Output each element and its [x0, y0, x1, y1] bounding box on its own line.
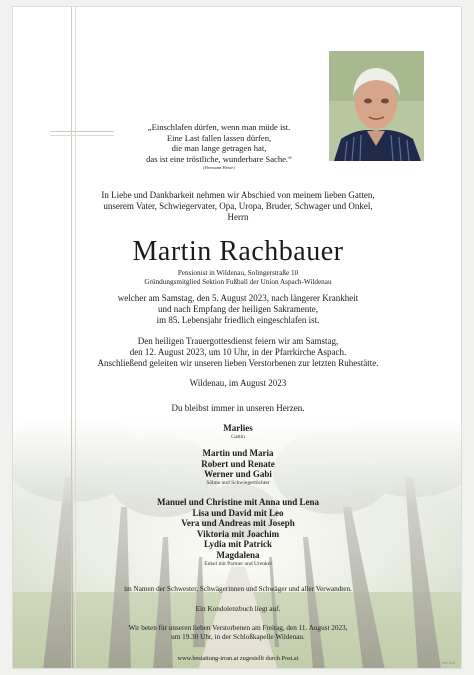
relatives-line: im Namen der Schwester, Schwägerinnen und Schwäger und aller Verwandten.	[124, 585, 352, 593]
remember-line: Du bleibst immer in unseren Herzen.	[171, 403, 305, 413]
death-notice	[13, 293, 462, 326]
quote-line: die man lange getragen hat,	[171, 143, 267, 154]
quote-author: (Hermann Hesse)	[203, 165, 235, 171]
prayer-line: Wir beten für unseren lieben Verstorbenen am Freitag, den 11. August 2023,	[128, 624, 348, 632]
deceased-name: Martin Rachbauer	[132, 236, 344, 267]
intro-line: In Liebe und Dankbarkeit nehmen wir Abschied von meinem lieben Gatten,	[101, 190, 375, 200]
wife-name: Marlies	[223, 423, 253, 433]
death-line: im 85. Lebensjahr friedlich eingeschlafen ist.	[156, 315, 320, 325]
quote-line: das ist eine tröstliche, wunderbare Sache.“	[146, 153, 292, 164]
grandchild-entry: Lisa und David mit Leo	[192, 507, 284, 518]
child-entry: Werner und Gabi	[204, 469, 272, 480]
cross-horizontal-line-shadow	[50, 135, 114, 136]
grandchild-entry: Vera und Andreas mit Joseph	[181, 518, 295, 529]
death-line: und nach Empfang der heiligen Sakramente,	[158, 304, 318, 314]
service-line: den 12. August 2023, um 10 Uhr, in der Pfarrkirche Aspach.	[129, 347, 347, 357]
death-line: welcher am Samstag, den 5. August 2023, nach längerer Krankheit	[117, 293, 359, 303]
intro-text	[13, 190, 462, 223]
grandchild-entry: Lydia mit Patrick	[204, 539, 272, 550]
print-code: T-MF-WID	[441, 661, 455, 665]
service-line: Anschließend geleiten wir unseren lieben Verstorbenen zur letzten Ruhestätte.	[97, 358, 379, 368]
child-entry: Martin und Maria	[202, 448, 274, 458]
wife-block	[13, 423, 462, 441]
service-line: Den heiligen Trauergottesdienst feiern wir am Samstag,	[137, 336, 339, 346]
prayer-notice	[13, 624, 462, 641]
detail-line: Pensionist in Wildenau, Solingerstraße 10	[177, 269, 299, 277]
detail-line: Gründungsmitglied Sektion Fußball der Union Aspach-Wildenau	[144, 277, 332, 286]
grandchildren-block	[13, 497, 462, 568]
children-role: Söhne und Schwiegertöchter	[206, 479, 270, 486]
hesse-quote	[119, 122, 319, 171]
cross-horizontal-line	[50, 131, 114, 132]
quote-line: „Einschlafen dürfen, wenn man müde ist.	[147, 122, 291, 132]
grandchild-entry: Manuel und Christine mit Anna und Lena	[156, 497, 320, 507]
intro-line: unserem Vater, Schwiegervater, Opa, Uropa, Bruder, Schwager und Onkel,	[103, 201, 373, 211]
condolence-note: Ein Kondolenzbuch liegt auf.	[195, 605, 281, 613]
grandchild-entry: Viktoria mit Joachim	[196, 528, 280, 539]
prayer-line: um 19.30 Uhr, in der Schloßkapelle Wildenau.	[171, 632, 305, 641]
grandchildren-role: Enkel mit Partner und Urenkel	[204, 560, 272, 567]
obituary-card	[12, 6, 462, 669]
place-date: Wildenau, im August 2023	[189, 378, 287, 388]
child-entry: Robert und Renate	[201, 458, 275, 469]
intro-line: Herrn	[227, 212, 249, 222]
funeral-service	[13, 336, 462, 369]
footer-credit: www.bestattung-irran.at zugestellt durch Post.at	[177, 655, 299, 662]
grandchild-entry: Magdalena	[216, 549, 260, 560]
portrait-photo	[329, 51, 424, 161]
deceased-details	[13, 269, 462, 286]
wife-role: Gattin	[231, 433, 245, 440]
children-block	[13, 448, 462, 487]
quote-line: Eine Last fallen lassen dürfen,	[166, 132, 272, 143]
